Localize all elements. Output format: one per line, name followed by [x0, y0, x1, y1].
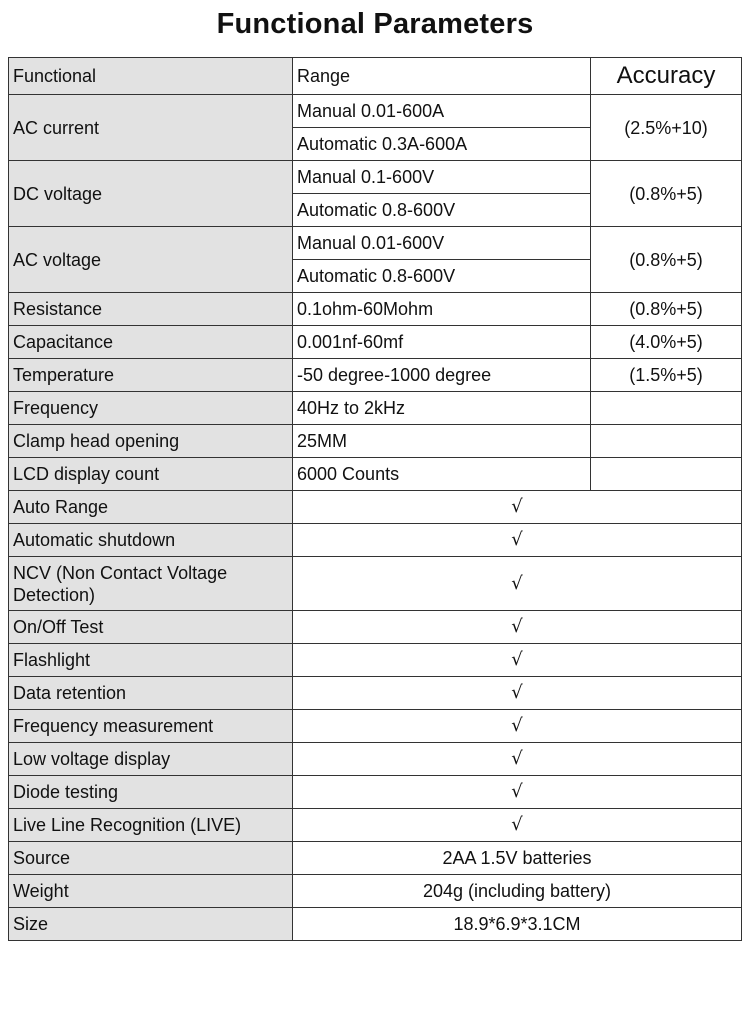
header-range: Range	[293, 58, 591, 95]
table-row	[9, 743, 742, 776]
row-range: Manual 0.01-600V	[293, 227, 591, 260]
table-row	[9, 842, 742, 875]
table-row	[9, 875, 742, 908]
row-accuracy	[591, 458, 742, 491]
checkmark-icon: √	[293, 524, 742, 557]
spec-label: Source	[9, 842, 293, 875]
checkmark-icon: √	[293, 557, 742, 611]
row-label: AC current	[9, 95, 293, 161]
checkmark-icon: √	[293, 611, 742, 644]
row-label: Frequency	[9, 392, 293, 425]
table-row	[9, 908, 742, 941]
row-label: Resistance	[9, 293, 293, 326]
row-accuracy: (0.8%+5)	[591, 227, 742, 293]
table-row	[9, 161, 742, 194]
row-accuracy: (4.0%+5)	[591, 326, 742, 359]
table-row	[9, 491, 742, 524]
feature-label: Auto Range	[9, 491, 293, 524]
parameters-table	[8, 57, 742, 941]
table-row	[9, 425, 742, 458]
table-row	[9, 677, 742, 710]
header-accuracy: Accuracy	[591, 58, 742, 95]
row-accuracy	[591, 425, 742, 458]
table-row	[9, 458, 742, 491]
feature-label: Automatic shutdown	[9, 524, 293, 557]
feature-label: Flashlight	[9, 644, 293, 677]
row-range: 6000 Counts	[293, 458, 591, 491]
checkmark-icon: √	[293, 743, 742, 776]
row-label: LCD display count	[9, 458, 293, 491]
table-row	[9, 95, 742, 128]
spec-label: Size	[9, 908, 293, 941]
row-range: Manual 0.01-600A	[293, 95, 591, 128]
feature-label: Low voltage display	[9, 743, 293, 776]
page-title: Functional Parameters	[216, 8, 534, 40]
table-row	[9, 293, 742, 326]
spec-label: Weight	[9, 875, 293, 908]
spec-value: 18.9*6.9*3.1CM	[293, 908, 742, 941]
table-row	[9, 776, 742, 809]
row-range: 40Hz to 2kHz	[293, 392, 591, 425]
table-row	[9, 710, 742, 743]
row-label: DC voltage	[9, 161, 293, 227]
table-row	[9, 611, 742, 644]
checkmark-icon: √	[293, 677, 742, 710]
feature-label: Frequency measurement	[9, 710, 293, 743]
table-row	[9, 557, 742, 611]
checkmark-icon: √	[293, 644, 742, 677]
row-accuracy: (0.8%+5)	[591, 293, 742, 326]
checkmark-icon: √	[293, 809, 742, 842]
table-row	[9, 359, 742, 392]
table-row	[9, 644, 742, 677]
row-range: Manual 0.1-600V	[293, 161, 591, 194]
feature-label: On/Off Test	[9, 611, 293, 644]
row-accuracy: (2.5%+10)	[591, 95, 742, 161]
table-header-row	[9, 58, 742, 95]
row-range: 0.001nf-60mf	[293, 326, 591, 359]
row-label: Capacitance	[9, 326, 293, 359]
feature-label: Diode testing	[9, 776, 293, 809]
row-accuracy	[591, 392, 742, 425]
table-row	[9, 326, 742, 359]
feature-label: Data retention	[9, 677, 293, 710]
row-range: Automatic 0.8-600V	[293, 260, 591, 293]
table-row	[9, 524, 742, 557]
checkmark-icon: √	[293, 710, 742, 743]
spec-value: 204g (including battery)	[293, 875, 742, 908]
table-row	[9, 227, 742, 260]
header-functional: Functional	[9, 58, 293, 95]
row-label: Clamp head opening	[9, 425, 293, 458]
table-row	[9, 392, 742, 425]
checkmark-icon: √	[293, 491, 742, 524]
checkmark-icon: √	[293, 776, 742, 809]
feature-label: Live Line Recognition (LIVE)	[9, 809, 293, 842]
row-range: Automatic 0.3A-600A	[293, 128, 591, 161]
row-accuracy: (0.8%+5)	[591, 161, 742, 227]
row-accuracy: (1.5%+5)	[591, 359, 742, 392]
row-range: 25MM	[293, 425, 591, 458]
row-range: Automatic 0.8-600V	[293, 194, 591, 227]
feature-label: NCV (Non Contact Voltage Detection)	[9, 557, 293, 611]
spec-value: 2AA 1.5V batteries	[293, 842, 742, 875]
table-row	[9, 809, 742, 842]
row-label: Temperature	[9, 359, 293, 392]
row-range: 0.1ohm-60Mohm	[293, 293, 591, 326]
row-range: -50 degree-1000 degree	[293, 359, 591, 392]
row-label: AC voltage	[9, 227, 293, 293]
